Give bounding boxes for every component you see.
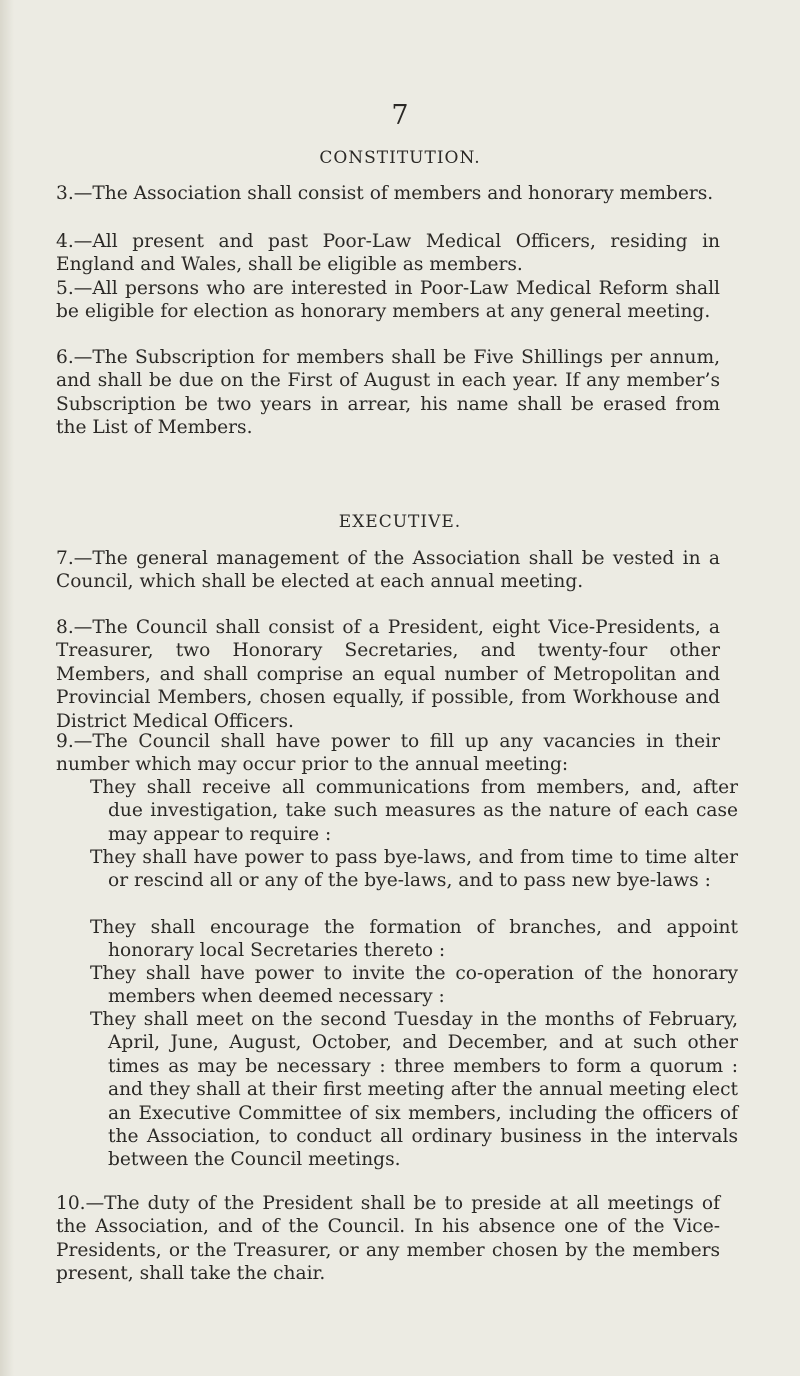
clause-text: —All persons who are interested in Poor-Law Medical Reform shall be eligible for election as honorary members at any general meeting. bbox=[56, 278, 720, 323]
council-power-1: They shall receive all communications from members, and, after due investigation, take such measures as the nature of each case may appear to require : bbox=[90, 777, 738, 845]
clause-number: 8. bbox=[56, 617, 74, 638]
council-power-4: They shall have power to invite the co-operation of the honorary members when deemed necessary : bbox=[90, 963, 738, 1008]
page-number: 7 bbox=[391, 100, 409, 131]
clause-10 bbox=[56, 1192, 720, 1286]
council-power-5: They shall meet on the second Tuesday in the months of February, April, June, August, October, and December, and at such other times as may be necessary : three members to form a quorum : and they shall at their first meeting after the annual meeting elect an Executive Committee of six members, including the officers of the Association, to conduct all ordinary business in the intervals between the Council meetings. bbox=[90, 1009, 738, 1171]
executive-heading: EXECUTIVE. bbox=[338, 512, 462, 532]
clause-number: 6. bbox=[56, 347, 74, 368]
clause-number: 4. bbox=[56, 231, 74, 252]
clause-number: 9. bbox=[56, 731, 74, 752]
clause-text: —The Council shall consist of a President, eight Vice-Presidents, a Treasurer, two Honorary Secretaries, and twenty-four other Members, and shall comprise an equal number of Metropolitan and Provincial Members, chosen equally, if possible, from Workhouse and District Medical Officers. bbox=[56, 617, 720, 732]
clause-text: —The Council shall have power to fill up any vacancies in their number which may occur prior to the annual meeting: bbox=[56, 731, 720, 776]
clause-number: 3. bbox=[56, 183, 74, 204]
clause-number: 7. bbox=[56, 548, 74, 569]
page-edge-shadow bbox=[0, 0, 14, 1376]
clause-4 bbox=[56, 230, 720, 277]
clause-6 bbox=[56, 346, 720, 440]
council-power-2: They shall have power to pass bye-laws, and from time to time alter or rescind all or any of the bye-laws, and to pass new bye-laws : bbox=[90, 847, 738, 892]
clause-8 bbox=[56, 616, 720, 733]
clause-text: —The Association shall consist of members and honorary members. bbox=[73, 183, 714, 204]
clause-9 bbox=[56, 730, 720, 777]
clause-text: —The Subscription for members shall be Five Shillings per annum, and shall be due on the First of August in each year. If any member’s Subscription be two years in arrear, his name shall be erased from the List of Members. bbox=[56, 347, 720, 439]
clause-5 bbox=[56, 277, 720, 324]
clause-3 bbox=[56, 182, 720, 205]
clause-text: —The general management of the Association shall be vested in a Council, which shall be elected at each annual meeting. bbox=[56, 548, 720, 593]
clause-7 bbox=[56, 547, 720, 594]
clause-number: 10. bbox=[56, 1193, 86, 1214]
clause-text: —All present and past Poor-Law Medical Officers, residing in England and Wales, shall be eligible as members. bbox=[56, 231, 720, 276]
council-power-3: They shall encourage the formation of branches, and appoint honorary local Secretaries thereto : bbox=[90, 917, 738, 962]
clause-number: 5. bbox=[56, 278, 74, 299]
constitution-heading: CONSTITUTION. bbox=[319, 148, 481, 168]
clause-text: —The duty of the President shall be to preside at all meetings of the Association, and of the Council. In his absence one of the Vice-Presidents, or the Treasurer, or any member chosen by the members present, shall take the chair. bbox=[56, 1193, 720, 1285]
